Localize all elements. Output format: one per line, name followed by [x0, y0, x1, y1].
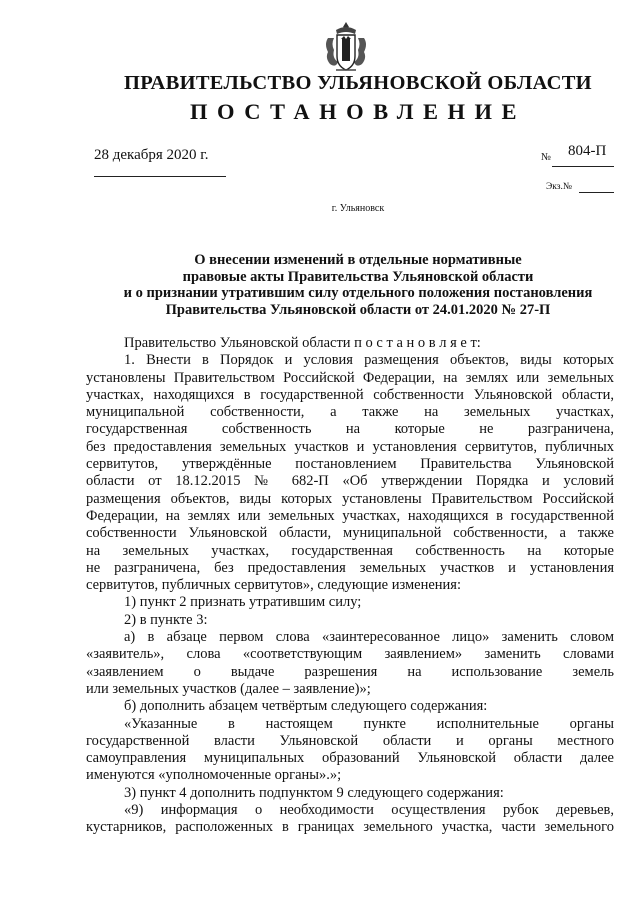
body-line: участках, находящихся в государственной собственности Ульяновской области,: [86, 386, 614, 403]
body-line: «заявитель», слова «соответствующим заявлением» заменить словами: [86, 646, 614, 663]
coat-of-arms-icon: [322, 18, 370, 74]
document-date: 28 декабря 2020 г.: [94, 147, 209, 163]
body-line: на земельных участках, государственная собственность на которые: [86, 542, 614, 559]
body-line: без предоставления земельных участков и установления сервитутов, публичных: [86, 438, 614, 455]
body-line: области от 18.12.2015 № 682-П «Об утверждении Порядка и условий: [86, 473, 614, 490]
document-body: [86, 335, 614, 837]
organization-name: ПРАВИТЕЛЬСТВО УЛЬЯНОВСКОЙ ОБЛАСТИ: [124, 72, 592, 94]
body-line: или земельных участков (далее – заявление)»;: [86, 680, 371, 697]
body-line: кустарников, расположенных в границах земельного участка, части земельного: [86, 819, 614, 836]
body-line: «заявлением о выдаче разрешения на использование земель: [86, 663, 614, 680]
body-line: Федерации, на землях или земельных участках, находящихся в государственной: [86, 507, 614, 524]
document-type: ПОСТАНОВЛЕНИЕ: [189, 99, 527, 124]
body-line: собственности Ульяновской области, муниципальной собственности, а также: [86, 525, 614, 542]
body-line: б) дополнить абзацем четвёртым следующего содержания:: [124, 698, 488, 715]
body-line: именуются «уполномоченные органы».»;: [86, 767, 342, 784]
body-line: самоуправления муниципальных образований Ульяновской области далее: [86, 750, 614, 767]
title-line: правовые акты Правительства Ульяновской области: [182, 268, 534, 285]
document-number: 804-П: [568, 143, 607, 159]
number-label: №: [541, 152, 552, 163]
body-line: сервитутов, публичных сервитутов», следующие изменения:: [86, 577, 462, 594]
body-line: 1. Внести в Порядок и условия размещения объектов, виды которых: [124, 352, 614, 369]
document-title: [0, 252, 640, 318]
title-line: и о признании утратившим силу отдельного положения постановления: [123, 285, 593, 301]
body-line: 3) пункт 4 дополнить подпунктом 9 следующего содержания:: [124, 784, 504, 801]
copy-number-underline: [579, 192, 614, 193]
body-line: сервитутов, утверждённые постановлением Правительства Ульяновской: [86, 456, 614, 473]
body-line: муниципальной собственности, а также на земельных участках,: [86, 404, 614, 421]
body-line: 2) в пункте 3:: [124, 611, 208, 628]
body-line: государственная собственность на которые не разграничена,: [86, 421, 614, 438]
city-name: г. Ульяновск: [331, 203, 385, 214]
body-line: «9) информация о необходимости осуществления рубок деревьев,: [124, 802, 614, 819]
copy-number-label: Экз.№: [546, 182, 572, 192]
body-line: Правительство Ульяновской области п о с т а н о в л я е т:: [124, 335, 481, 351]
title-line: О внесении изменений в отдельные нормативные: [194, 252, 522, 268]
body-line: а) в абзаце первом слова «заинтересованное лицо» заменить словом: [124, 629, 614, 646]
body-line: не разграничена, без предоставления земельных участков и установления: [86, 559, 614, 576]
body-line: 1) пункт 2 признать утратившим силу;: [124, 594, 362, 611]
body-line: государственной власти Ульяновской области и органы местного: [86, 732, 614, 749]
date-underline: [94, 176, 226, 177]
body-line: «Указанные в настоящем пункте исполнительные органы: [124, 715, 614, 732]
body-line: размещения объектов, виды которых установлены Правительством Российской: [86, 490, 614, 507]
number-underline: [552, 166, 614, 167]
title-line: Правительства Ульяновской области от 24.01.2020 № 27-П: [165, 301, 551, 318]
body-line: установлены Правительством Российской Федерации, на землях или земельных: [86, 369, 614, 386]
